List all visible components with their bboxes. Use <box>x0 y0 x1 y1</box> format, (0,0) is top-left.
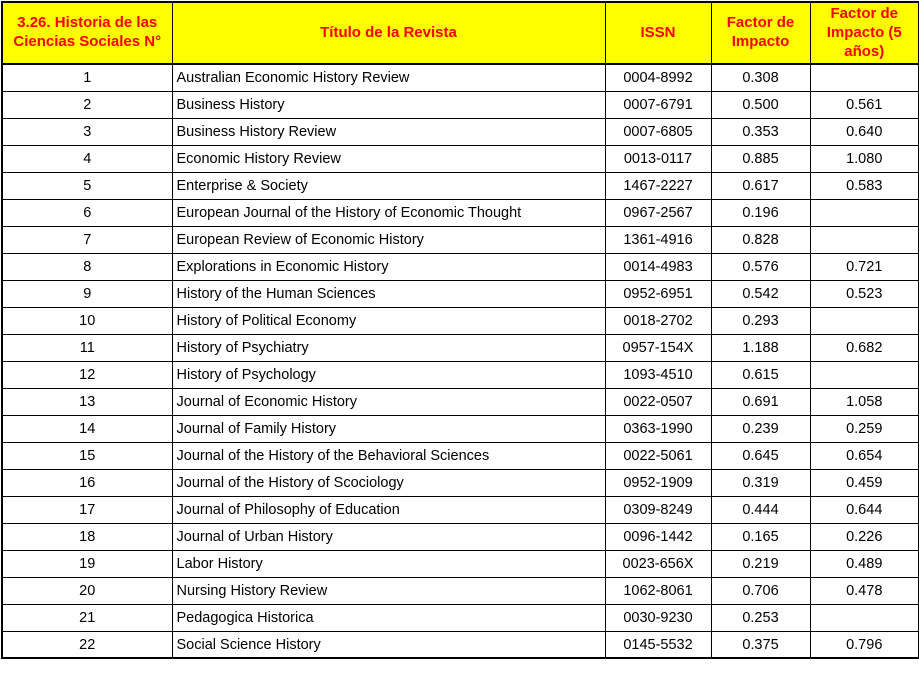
cell-impact-factor-5yr: 0.459 <box>810 469 919 496</box>
cell-journal-title: Australian Economic History Review <box>172 64 605 91</box>
cell-impact-factor: 0.239 <box>711 415 810 442</box>
cell-impact-factor-5yr <box>810 64 919 91</box>
cell-issn: 1361-4916 <box>605 226 711 253</box>
cell-impact-factor-5yr: 0.478 <box>810 577 919 604</box>
cell-impact-factor: 0.444 <box>711 496 810 523</box>
cell-row-number: 2 <box>2 91 172 118</box>
table-header <box>2 2 919 64</box>
table-row <box>2 64 919 91</box>
cell-issn: 0952-1909 <box>605 469 711 496</box>
cell-impact-factor-5yr: 0.489 <box>810 550 919 577</box>
cell-issn: 0022-5061 <box>605 442 711 469</box>
table-row <box>2 307 919 334</box>
header-section-number: 3.26. Historia de las Ciencias Sociales N° <box>2 2 172 64</box>
table-row <box>2 604 919 631</box>
table-row <box>2 361 919 388</box>
cell-issn: 0007-6791 <box>605 91 711 118</box>
cell-issn: 0004-8992 <box>605 64 711 91</box>
cell-impact-factor-5yr <box>810 226 919 253</box>
cell-journal-title: European Journal of the History of Economic Thought <box>172 199 605 226</box>
cell-row-number: 5 <box>2 172 172 199</box>
table-row <box>2 442 919 469</box>
cell-journal-title: History of Political Economy <box>172 307 605 334</box>
cell-row-number: 20 <box>2 577 172 604</box>
table-row <box>2 253 919 280</box>
page <box>0 1 919 685</box>
cell-row-number: 12 <box>2 361 172 388</box>
cell-row-number: 10 <box>2 307 172 334</box>
cell-journal-title: Pedagogica Historica <box>172 604 605 631</box>
cell-journal-title: Journal of Urban History <box>172 523 605 550</box>
header-journal-title: Título de la Revista <box>172 2 605 64</box>
cell-impact-factor: 0.885 <box>711 145 810 172</box>
cell-row-number: 3 <box>2 118 172 145</box>
table-row <box>2 550 919 577</box>
cell-journal-title: Economic History Review <box>172 145 605 172</box>
cell-impact-factor-5yr: 0.583 <box>810 172 919 199</box>
cell-impact-factor: 0.645 <box>711 442 810 469</box>
cell-impact-factor: 0.615 <box>711 361 810 388</box>
table-row <box>2 388 919 415</box>
cell-row-number: 14 <box>2 415 172 442</box>
cell-impact-factor: 0.319 <box>711 469 810 496</box>
cell-journal-title: Business History Review <box>172 118 605 145</box>
cell-impact-factor: 0.293 <box>711 307 810 334</box>
cell-impact-factor: 1.188 <box>711 334 810 361</box>
header-issn: ISSN <box>605 2 711 64</box>
table-row <box>2 118 919 145</box>
header-impact-factor: Factor de Impacto <box>711 2 810 64</box>
cell-impact-factor-5yr <box>810 199 919 226</box>
cell-journal-title: Journal of the History of Scociology <box>172 469 605 496</box>
cell-issn: 0952-6951 <box>605 280 711 307</box>
table-row <box>2 415 919 442</box>
table-row <box>2 226 919 253</box>
cell-journal-title: Explorations in Economic History <box>172 253 605 280</box>
cell-row-number: 6 <box>2 199 172 226</box>
cell-impact-factor: 0.308 <box>711 64 810 91</box>
cell-impact-factor: 0.542 <box>711 280 810 307</box>
cell-issn: 0013-0117 <box>605 145 711 172</box>
cell-impact-factor: 0.353 <box>711 118 810 145</box>
cell-issn: 0018-2702 <box>605 307 711 334</box>
cell-issn: 0363-1990 <box>605 415 711 442</box>
cell-impact-factor: 0.576 <box>711 253 810 280</box>
cell-journal-title: History of Psychology <box>172 361 605 388</box>
cell-issn: 0022-0507 <box>605 388 711 415</box>
cell-issn: 0023-656X <box>605 550 711 577</box>
cell-journal-title: Labor History <box>172 550 605 577</box>
cell-impact-factor: 0.706 <box>711 577 810 604</box>
journal-impact-table <box>1 1 919 659</box>
cell-row-number: 11 <box>2 334 172 361</box>
cell-impact-factor: 0.617 <box>711 172 810 199</box>
cell-row-number: 1 <box>2 64 172 91</box>
cell-impact-factor-5yr: 0.640 <box>810 118 919 145</box>
cell-journal-title: History of the Human Sciences <box>172 280 605 307</box>
cell-impact-factor-5yr <box>810 361 919 388</box>
cell-issn: 0145-5532 <box>605 631 711 658</box>
cell-row-number: 9 <box>2 280 172 307</box>
table-row <box>2 91 919 118</box>
cell-impact-factor: 0.500 <box>711 91 810 118</box>
table-row <box>2 577 919 604</box>
table-row <box>2 496 919 523</box>
cell-issn: 0957-154X <box>605 334 711 361</box>
cell-row-number: 21 <box>2 604 172 631</box>
table-row <box>2 199 919 226</box>
cell-issn: 0309-8249 <box>605 496 711 523</box>
cell-impact-factor: 0.828 <box>711 226 810 253</box>
table-row <box>2 280 919 307</box>
table-row <box>2 631 919 658</box>
cell-impact-factor: 0.691 <box>711 388 810 415</box>
cell-row-number: 17 <box>2 496 172 523</box>
cell-journal-title: Journal of the History of the Behavioral Sciences <box>172 442 605 469</box>
table-row <box>2 523 919 550</box>
cell-impact-factor: 0.165 <box>711 523 810 550</box>
cell-journal-title: Journal of Economic History <box>172 388 605 415</box>
cell-impact-factor-5yr: 0.682 <box>810 334 919 361</box>
table-row <box>2 469 919 496</box>
table-row <box>2 172 919 199</box>
cell-issn: 1093-4510 <box>605 361 711 388</box>
cell-row-number: 19 <box>2 550 172 577</box>
cell-impact-factor: 0.375 <box>711 631 810 658</box>
cell-impact-factor-5yr: 1.058 <box>810 388 919 415</box>
cell-row-number: 22 <box>2 631 172 658</box>
cell-impact-factor-5yr: 0.654 <box>810 442 919 469</box>
cell-row-number: 18 <box>2 523 172 550</box>
cell-impact-factor: 0.196 <box>711 199 810 226</box>
cell-journal-title: Enterprise & Society <box>172 172 605 199</box>
cell-row-number: 7 <box>2 226 172 253</box>
cell-impact-factor-5yr <box>810 307 919 334</box>
cell-impact-factor: 0.253 <box>711 604 810 631</box>
cell-impact-factor-5yr <box>810 604 919 631</box>
header-impact-factor-5yr: Factor de Impacto (5 años) <box>810 2 919 64</box>
cell-issn: 0967-2567 <box>605 199 711 226</box>
cell-issn: 0014-4983 <box>605 253 711 280</box>
table-row <box>2 334 919 361</box>
cell-issn: 0096-1442 <box>605 523 711 550</box>
cell-journal-title: Business History <box>172 91 605 118</box>
header-row <box>2 2 919 64</box>
cell-row-number: 4 <box>2 145 172 172</box>
cell-journal-title: Journal of Philosophy of Education <box>172 496 605 523</box>
cell-impact-factor-5yr: 0.226 <box>810 523 919 550</box>
cell-impact-factor: 0.219 <box>711 550 810 577</box>
cell-issn: 1062-8061 <box>605 577 711 604</box>
cell-impact-factor-5yr: 0.259 <box>810 415 919 442</box>
cell-journal-title: Social Science History <box>172 631 605 658</box>
cell-row-number: 13 <box>2 388 172 415</box>
cell-journal-title: History of Psychiatry <box>172 334 605 361</box>
cell-impact-factor-5yr: 0.644 <box>810 496 919 523</box>
cell-impact-factor-5yr: 0.561 <box>810 91 919 118</box>
cell-issn: 0030-9230 <box>605 604 711 631</box>
cell-issn: 1467-2227 <box>605 172 711 199</box>
table-row <box>2 145 919 172</box>
cell-issn: 0007-6805 <box>605 118 711 145</box>
cell-impact-factor-5yr: 1.080 <box>810 145 919 172</box>
cell-row-number: 16 <box>2 469 172 496</box>
table-body <box>2 64 919 658</box>
cell-journal-title: Nursing History Review <box>172 577 605 604</box>
cell-row-number: 8 <box>2 253 172 280</box>
cell-impact-factor-5yr: 0.796 <box>810 631 919 658</box>
cell-row-number: 15 <box>2 442 172 469</box>
cell-impact-factor-5yr: 0.721 <box>810 253 919 280</box>
cell-impact-factor-5yr: 0.523 <box>810 280 919 307</box>
cell-journal-title: Journal of Family History <box>172 415 605 442</box>
cell-journal-title: European Review of Economic History <box>172 226 605 253</box>
